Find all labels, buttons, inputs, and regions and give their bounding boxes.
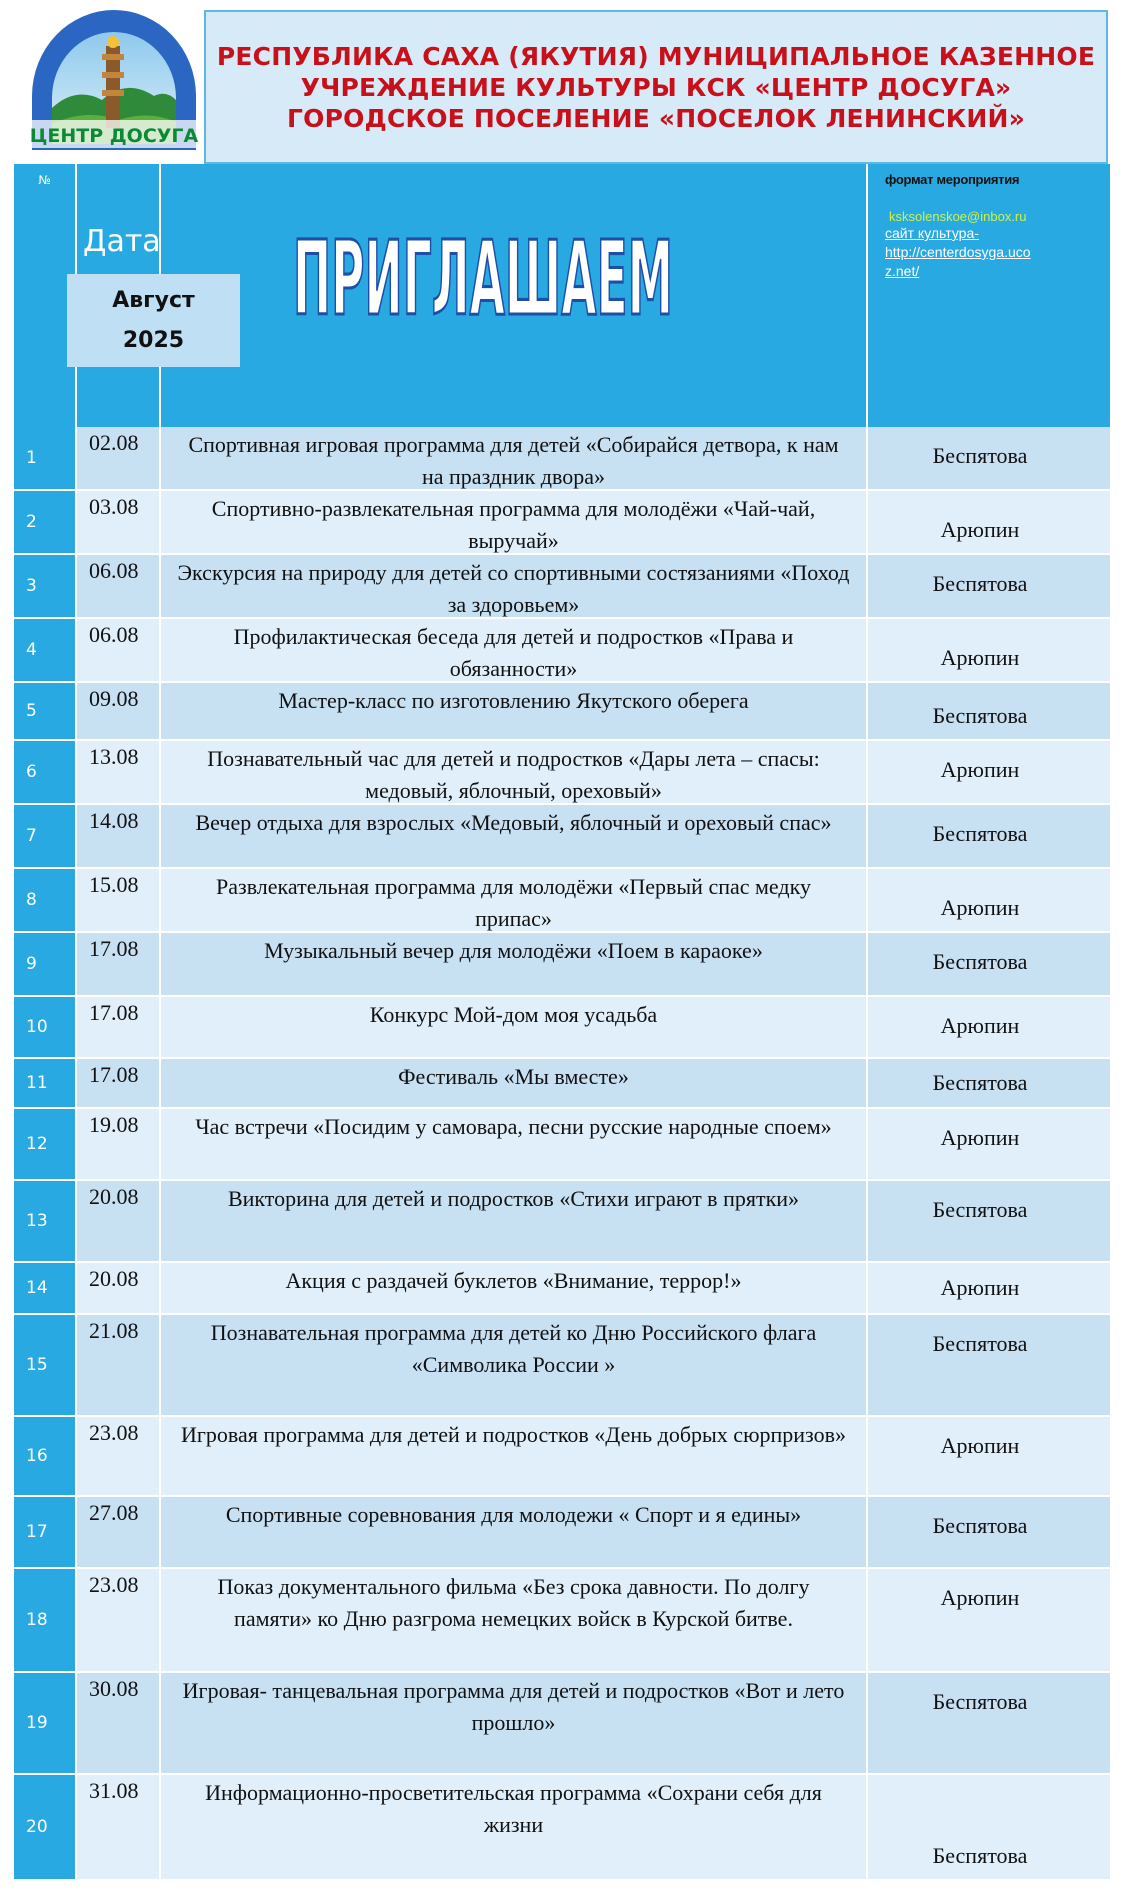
row-event-title: Познавательная программа для детей ко Дню Российского флага «Символика России » <box>161 1315 868 1415</box>
center-dosuga-logo <box>26 4 202 152</box>
email-link[interactable]: ksksolenskoe@inbox.ru <box>889 209 1027 224</box>
row-number: 10 <box>14 997 77 1057</box>
invite-banner <box>161 164 868 427</box>
row-responsible: Беспятова <box>932 1843 1028 1868</box>
row-date: 06.08 <box>77 555 161 617</box>
row-responsible: Арюпин <box>940 1125 1020 1150</box>
banner-cell <box>161 164 868 427</box>
row-responsible: Арюпин <box>940 1013 1020 1038</box>
row-number: 8 <box>14 869 77 931</box>
row-number: 18 <box>14 1569 77 1671</box>
row-number: 20 <box>14 1775 77 1879</box>
logo-text: ЦЕНТР ДОСУГА <box>29 125 199 147</box>
row-number: 4 <box>14 619 77 681</box>
row-number: 14 <box>14 1263 77 1313</box>
row-responsible: Беспятова <box>932 1689 1028 1714</box>
row-event-title: Мастер-класс по изготовлению Якутского оберега <box>161 683 868 739</box>
row-number: 13 <box>14 1181 77 1261</box>
table-row <box>14 805 1110 869</box>
table-row <box>14 1059 1110 1109</box>
table-row <box>14 1673 1110 1775</box>
row-number: 6 <box>14 741 77 803</box>
row-number: 19 <box>14 1673 77 1773</box>
row-event-title: Музыкальный вечер для молодёжи «Поем в караоке» <box>161 933 868 995</box>
row-event-title: Показ документального фильма «Без срока давности. По долгу памяти» ко Дню разгрома немецких войск в Курской битве. <box>161 1569 868 1671</box>
row-responsible: Беспятова <box>932 703 1028 728</box>
row-number: 12 <box>14 1109 77 1179</box>
table-row <box>14 1181 1110 1263</box>
row-event-title: Спортивная игровая программа для детей «Собирайся детвора, к нам на праздник двора» <box>161 427 868 489</box>
date-label: Дата <box>83 224 161 259</box>
row-date: 17.08 <box>77 933 161 995</box>
table-row <box>14 683 1110 741</box>
table-row <box>14 619 1110 683</box>
row-responsible: Беспятова <box>932 571 1028 596</box>
row-number: 3 <box>14 555 77 617</box>
row-date: 13.08 <box>77 741 161 803</box>
row-number: 11 <box>14 1059 77 1107</box>
num-column-header: № <box>14 164 77 427</box>
row-responsible: Беспятова <box>932 443 1028 468</box>
row-date: 31.08 <box>77 1775 161 1879</box>
row-event-title: Экскурсия на природу для детей со спортивными состязаниями «Поход за здоровьем» <box>161 555 868 617</box>
row-date: 14.08 <box>77 805 161 867</box>
row-responsible: Беспятова <box>932 821 1028 846</box>
row-number: 9 <box>14 933 77 995</box>
row-date: 17.08 <box>77 1059 161 1107</box>
row-date: 17.08 <box>77 997 161 1057</box>
row-responsible: Беспятова <box>932 1070 1028 1095</box>
table-row <box>14 933 1110 997</box>
site-url-line-2[interactable]: z.net/ <box>885 263 920 279</box>
row-responsible: Арюпин <box>940 895 1020 920</box>
row-event-title: Профилактическая беседа для детей и подростков «Права и обязанности» <box>161 619 868 681</box>
row-responsible: Беспятова <box>932 1331 1028 1356</box>
format-column-header <box>868 164 1110 427</box>
row-event-title: Спортивно-развлекательная программа для молодёжи «Чай-чай, выручай» <box>161 491 868 553</box>
row-number: 2 <box>14 491 77 553</box>
header-line-3: ГОРОДСКОЕ ПОСЕЛЕНИЕ «ПОСЕЛОК ЛЕНИНСКИЙ» <box>286 103 1025 133</box>
table-row <box>14 1263 1110 1315</box>
row-responsible: Арюпин <box>940 1585 1020 1610</box>
row-date: 30.08 <box>77 1673 161 1773</box>
month-box <box>67 274 240 367</box>
row-event-title: Час встречи «Посидим у самовара, песни русские народные споем» <box>161 1109 868 1179</box>
table-row <box>14 427 1110 491</box>
table-row <box>14 491 1110 555</box>
year-label: 2025 <box>122 327 185 353</box>
row-event-title: Фестиваль «Мы вместе» <box>161 1059 868 1107</box>
row-number: 1 <box>14 427 77 489</box>
row-responsible: Арюпин <box>940 1433 1020 1458</box>
row-responsible: Арюпин <box>940 517 1020 542</box>
table-row <box>14 1417 1110 1497</box>
invite-banner-text: ПРИГЛАШАЕМ <box>292 220 673 339</box>
table-row <box>14 555 1110 619</box>
row-number: 17 <box>14 1497 77 1567</box>
row-event-title: Спортивные соревнования для молодежи « Спорт и я едины» <box>161 1497 868 1567</box>
events-table-body <box>14 427 1110 1881</box>
row-date: 23.08 <box>77 1417 161 1495</box>
table-row <box>14 1109 1110 1181</box>
row-date: 09.08 <box>77 683 161 739</box>
row-responsible: Арюпин <box>940 1275 1020 1300</box>
row-event-title: Информационно-просветительская программа «Сохрани себя для жизни <box>161 1775 868 1879</box>
header-line-2: УЧРЕЖДЕНИЕ КУЛЬТУРЫ КСК «ЦЕНТР ДОСУГА» <box>300 72 1012 102</box>
row-date: 20.08 <box>77 1263 161 1313</box>
month-label: Август <box>112 287 195 313</box>
row-date: 02.08 <box>77 427 161 489</box>
row-event-title: Конкурс Мой-дом моя усадьба <box>161 997 868 1057</box>
table-row <box>14 997 1110 1059</box>
row-number: 5 <box>14 683 77 739</box>
row-number: 15 <box>14 1315 77 1415</box>
row-date: 15.08 <box>77 869 161 931</box>
row-number: 16 <box>14 1417 77 1495</box>
row-date: 21.08 <box>77 1315 161 1415</box>
row-event-title: Познавательный час для детей и подростков «Дары лета – спасы: медовый, яблочный, ореховый» <box>161 741 868 803</box>
site-url-line-1[interactable]: http://centerdosyga.uco <box>885 244 1031 260</box>
row-event-title: Игровая- танцевальная программа для детей и подростков «Вот и лето прошло» <box>161 1673 868 1773</box>
row-event-title: Игровая программа для детей и подростков «День добрых сюрпризов» <box>161 1417 868 1495</box>
row-responsible: Арюпин <box>940 645 1020 670</box>
row-responsible: Беспятова <box>932 949 1028 974</box>
table-row <box>14 741 1110 805</box>
row-date: 27.08 <box>77 1497 161 1567</box>
table-row <box>14 1315 1110 1417</box>
row-responsible: Беспятова <box>932 1513 1028 1538</box>
row-responsible: Арюпин <box>940 757 1020 782</box>
row-event-title: Развлекательная программа для молодёжи «Первый спас медку припас» <box>161 869 868 931</box>
row-date: 06.08 <box>77 619 161 681</box>
table-row <box>14 869 1110 933</box>
row-event-title: Викторина для детей и подростков «Стихи играют в прятки» <box>161 1181 868 1261</box>
row-number: 7 <box>14 805 77 867</box>
row-date: 20.08 <box>77 1181 161 1261</box>
row-responsible: Беспятова <box>932 1197 1028 1222</box>
row-date: 23.08 <box>77 1569 161 1671</box>
row-event-title: Акция с раздачей буклетов «Внимание, террор!» <box>161 1263 868 1313</box>
table-row <box>14 1569 1110 1673</box>
site-label[interactable]: сайт культура- <box>885 225 979 241</box>
organization-header <box>204 10 1108 164</box>
table-row <box>14 1775 1110 1881</box>
format-label: формат мероприятия <box>885 172 1020 187</box>
row-date: 03.08 <box>77 491 161 553</box>
row-date: 19.08 <box>77 1109 161 1179</box>
row-event-title: Вечер отдыха для взрослых «Медовый, яблочный и ореховый спас» <box>161 805 868 867</box>
events-table <box>14 164 1110 1881</box>
table-header <box>14 164 1110 427</box>
table-row <box>14 1497 1110 1569</box>
header-line-1: РЕСПУБЛИКА САХА (ЯКУТИЯ) МУНИЦИПАЛЬНОЕ КАЗЕННОЕ <box>216 41 1096 71</box>
